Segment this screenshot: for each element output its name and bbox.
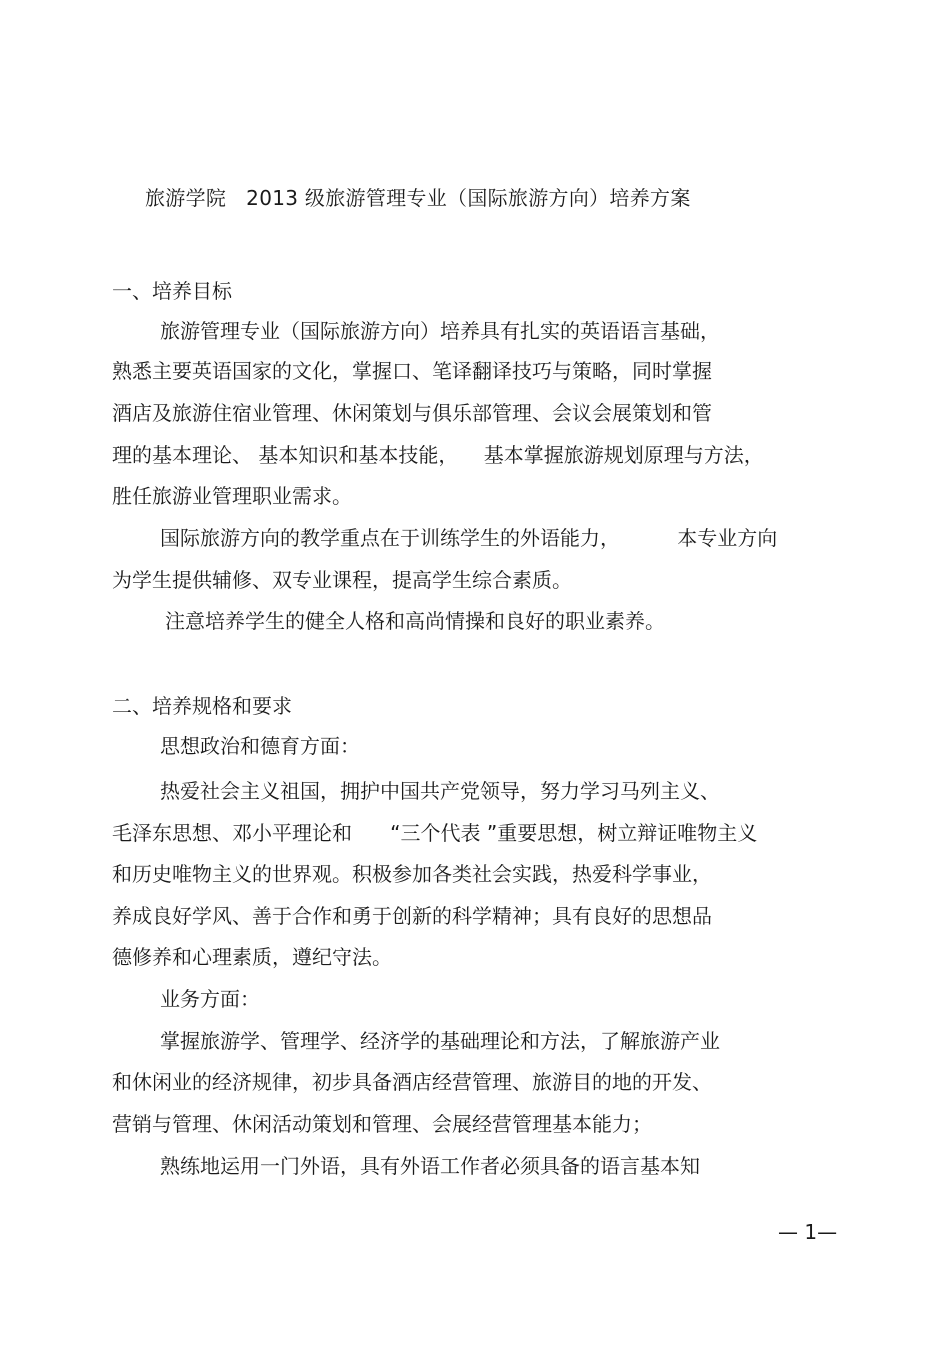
paragraph-line: 营销与管理、休闲活动策划和管理、会展经营管理基本能力； [112, 1112, 652, 1136]
page-number: — 1— [778, 1220, 838, 1244]
paragraph-line: 胜任旅游业管理职业需求。 [112, 484, 352, 508]
paragraph-line: 德修养和心理素质，遵纪守法。 [112, 945, 392, 969]
paragraph-line: 养成良好学风、善于合作和勇于创新的科学精神；具有良好的思想品 [112, 904, 712, 928]
section-heading-training-goals: 一、培养目标 [112, 279, 232, 303]
subheading-line: 业务方面： [160, 987, 260, 1011]
paragraph-line: 注意培养学生的健全人格和高尚情操和良好的职业素养。 [165, 609, 665, 633]
paragraph-line: 毛泽东思想、邓小平理论和 “三个代表 ”重要思想，树立辩证唯物主义 [112, 821, 758, 845]
paragraph-line: 和历史唯物主义的世界观。积极参加各类社会实践，热爱科学事业， [112, 862, 712, 886]
paragraph-line: 熟练地运用一门外语，具有外语工作者必须具备的语言基本知 [160, 1154, 700, 1178]
document-title: 旅游学院 2013 级旅游管理专业（国际旅游方向）培养方案 [145, 186, 691, 210]
paragraph-line: 为学生提供辅修、双专业课程，提高学生综合素质。 [112, 568, 572, 592]
paragraph-line: 理的基本理论、 基本知识和基本技能， 基本掌握旅游规划原理与方法， [112, 443, 764, 467]
subheading-line: 思想政治和德育方面： [160, 734, 360, 758]
paragraph-line: 旅游管理专业（国际旅游方向）培养具有扎实的英语语言基础， [160, 319, 720, 343]
paragraph-line: 热爱社会主义祖国，拥护中国共产党领导，努力学习马列主义、 [160, 779, 720, 803]
paragraph-line: 和休闲业的经济规律，初步具备酒店经营管理、旅游目的地的开发、 [112, 1070, 712, 1094]
paragraph-line: 掌握旅游学、管理学、经济学的基础理论和方法，了解旅游产业 [160, 1029, 720, 1053]
paragraph-line: 国际旅游方向的教学重点在于训练学生的外语能力， 本专业方向 [160, 526, 778, 550]
paragraph-line: 熟悉主要英语国家的文化，掌握口、笔译翻译技巧与策略，同时掌握 [112, 359, 712, 383]
section-heading-requirements: 二、培养规格和要求 [112, 694, 292, 718]
paragraph-line: 酒店及旅游住宿业管理、休闲策划与俱乐部管理、会议会展策划和管 [112, 401, 712, 425]
